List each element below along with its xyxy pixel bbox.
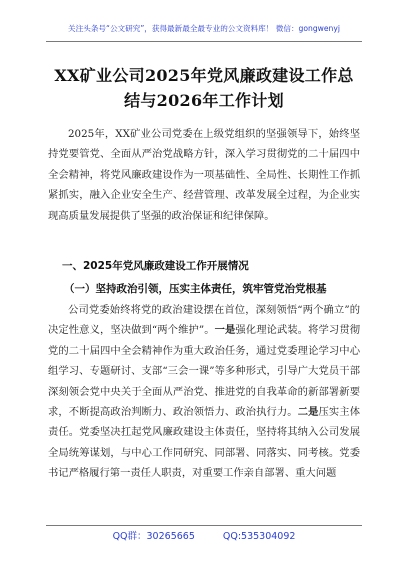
footer-qq-group: QQ群：30265665	[112, 531, 195, 542]
bold-marker-1: 一是	[214, 324, 236, 337]
document-title-line-1: XX矿业公司2025年党风廉政建设工作总	[54, 66, 354, 85]
header-banner: 关注头条号“公文研究”，获得最新最全最专业的公文资料库！ 微信：gongwenyj	[46, 22, 362, 42]
subsection-heading: （一）坚持政治引领，压实主体责任，筑牢管党治党根基	[64, 283, 327, 295]
body-text-2: 强化理论武装。将学习贯彻党的二十届四中全会精神作为重大政治任务，通过党委理论学习中心组学习、专题研讨、支部“三会一课”等多种形式，引导广大党员干部深刻领会党中央关于全面从严治党、推进党的自我革命的新部署新要求，不断提高政治判断力、政治领悟力、政治执行力。	[48, 324, 360, 419]
body-text-1: 公司党委始终将党的政治建设摆在首位，深刻领悟“两个确立”的决定性意义，坚决做到“两个维护”。	[48, 304, 360, 337]
intro-text: 2025年，XX矿业公司党委在上级党组织的坚强领导下，始终坚持党要管党、全面从严治党战略方针，深入学习贯彻党的二十届四中全会精神，将党风廉政建设作为一项基础性、全局性、长期性工作抓紧抓实，融入企业安全生产、经营管理、改革发展全过程，为企业实现高质量发展提供了坚强的政治保证和纪律保障。	[48, 128, 360, 222]
footer-qq: QQ:535304092	[222, 531, 296, 542]
document-title-line-2: 结与2026年工作计划	[124, 91, 284, 110]
intro-paragraph	[48, 124, 360, 226]
section-heading: 一、2025年党风廉政建设工作开展情况	[62, 260, 249, 272]
footer	[46, 525, 362, 552]
bold-marker-2: 二是	[297, 406, 319, 419]
body-text-3: 压实主体责任。党委坚决扛起党风廉政建设主体责任，坚持将其纳入公司发展全局统筹谋划，与中心工作同研究、同部署、同落实、同考核。党委书记严格履行第一责任人职责，对重要工作亲自部署、重大问题	[48, 406, 360, 480]
body-paragraph	[48, 300, 360, 510]
